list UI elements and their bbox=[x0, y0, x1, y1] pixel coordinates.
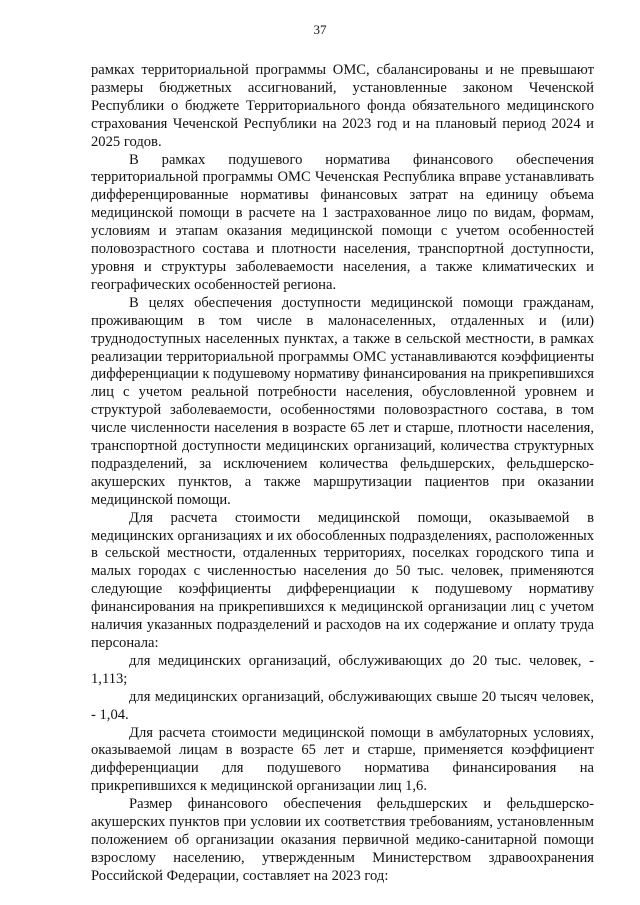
paragraph-coefficient-over-20k: для медицинских организаций, обслуживающих свыше 20 тысяч человек, - 1,04. bbox=[91, 688, 594, 723]
paragraph-accessibility: В целях обеспечения доступности медицинской помощи гражданам, проживающим в том числе в малонаселенных, отдаленных и (или) труднодоступных населенных пунктах, а также в сельской местности, в рамках реализации территориальной программы ОМС устанавливаются коэффициенты дифференциации к подушевому нормативу финансирования на прикрепившихся лиц с учетом реальной потребности населения, обусловленной уровнем и структурой заболеваемости, особенностями половозрастного состава, в том числе численности населения в возрасте 65 лет и старше, плотности населения, транспортной доступности медицинских организаций, количества структурных подразделений, за исключением количества фельдшерских, фельдшерско-акушерских пунктов, а также маршрутизации пациентов при оказании медицинской помощи. bbox=[91, 294, 594, 508]
paragraph-differentiated-norms: В рамках подушевого норматива финансового обеспечения территориальной программы ОМС Чеченская Республика вправе устанавливать дифференцированные нормативы финансовых затрат на единицу объема медицинской помощи в расчете на 1 застрахованное лицо по видам, формам, условиям и этапам оказания медицинской помощи с учетом особенностей половозрастного состава и плотности населения, транспортной доступности, уровня и структуры заболеваемости населения, а также климатических и географических особенностей региона. bbox=[91, 151, 594, 293]
paragraph-elderly-coefficient: Для расчета стоимости медицинской помощи в амбулаторных условиях, оказываемой лицам в возрасте 65 лет и старше, применяется коэффициент дифференциации для подушевого норматива финансирования на прикрепившихся к медицинской организации лиц 1,6. bbox=[91, 724, 594, 795]
paragraph-continuation: рамках территориальной программы ОМС, сбалансированы и не превышают размеры бюджетных ассигнований, установленные законом Чеченской Республики о бюджете Территориального фонда обязательного медицинского страхования Чеченской Республики на 2023 год и на плановый период 2024 и 2025 годов. bbox=[91, 62, 594, 150]
page-number: 37 bbox=[313, 22, 327, 37]
paragraph-fap-financing: Размер финансового обеспечения фельдшерских и фельдшерско-акушерских пунктов при условии их соответствия требованиям, установленным положением об организации оказания первичной медико-санитарной помощи взрослому населению, утвержденным Министерством здравоохранения Российской Федерации, составляет на 2023 год: bbox=[91, 796, 594, 884]
paragraph-rural-cost: Для расчета стоимости медицинской помощи, оказываемой в медицинских организациях и их обособленных подразделениях, расположенных в сельской местности, отдаленных территориях, поселках городского типа и малых городах с численностью населения до 50 тыс. человек, применяются следующие коэффициенты дифференциации к подушевому нормативу финансирования на прикрепившихся к медицинской организации лиц с учетом наличия указанных подразделений и расходов на их содержание и оплату труда персонала: bbox=[91, 509, 594, 651]
document-body bbox=[91, 62, 594, 886]
paragraph-coefficient-up-to-20k: для медицинских организаций, обслуживающих до 20 тыс. человек, - 1,113; bbox=[91, 652, 594, 687]
